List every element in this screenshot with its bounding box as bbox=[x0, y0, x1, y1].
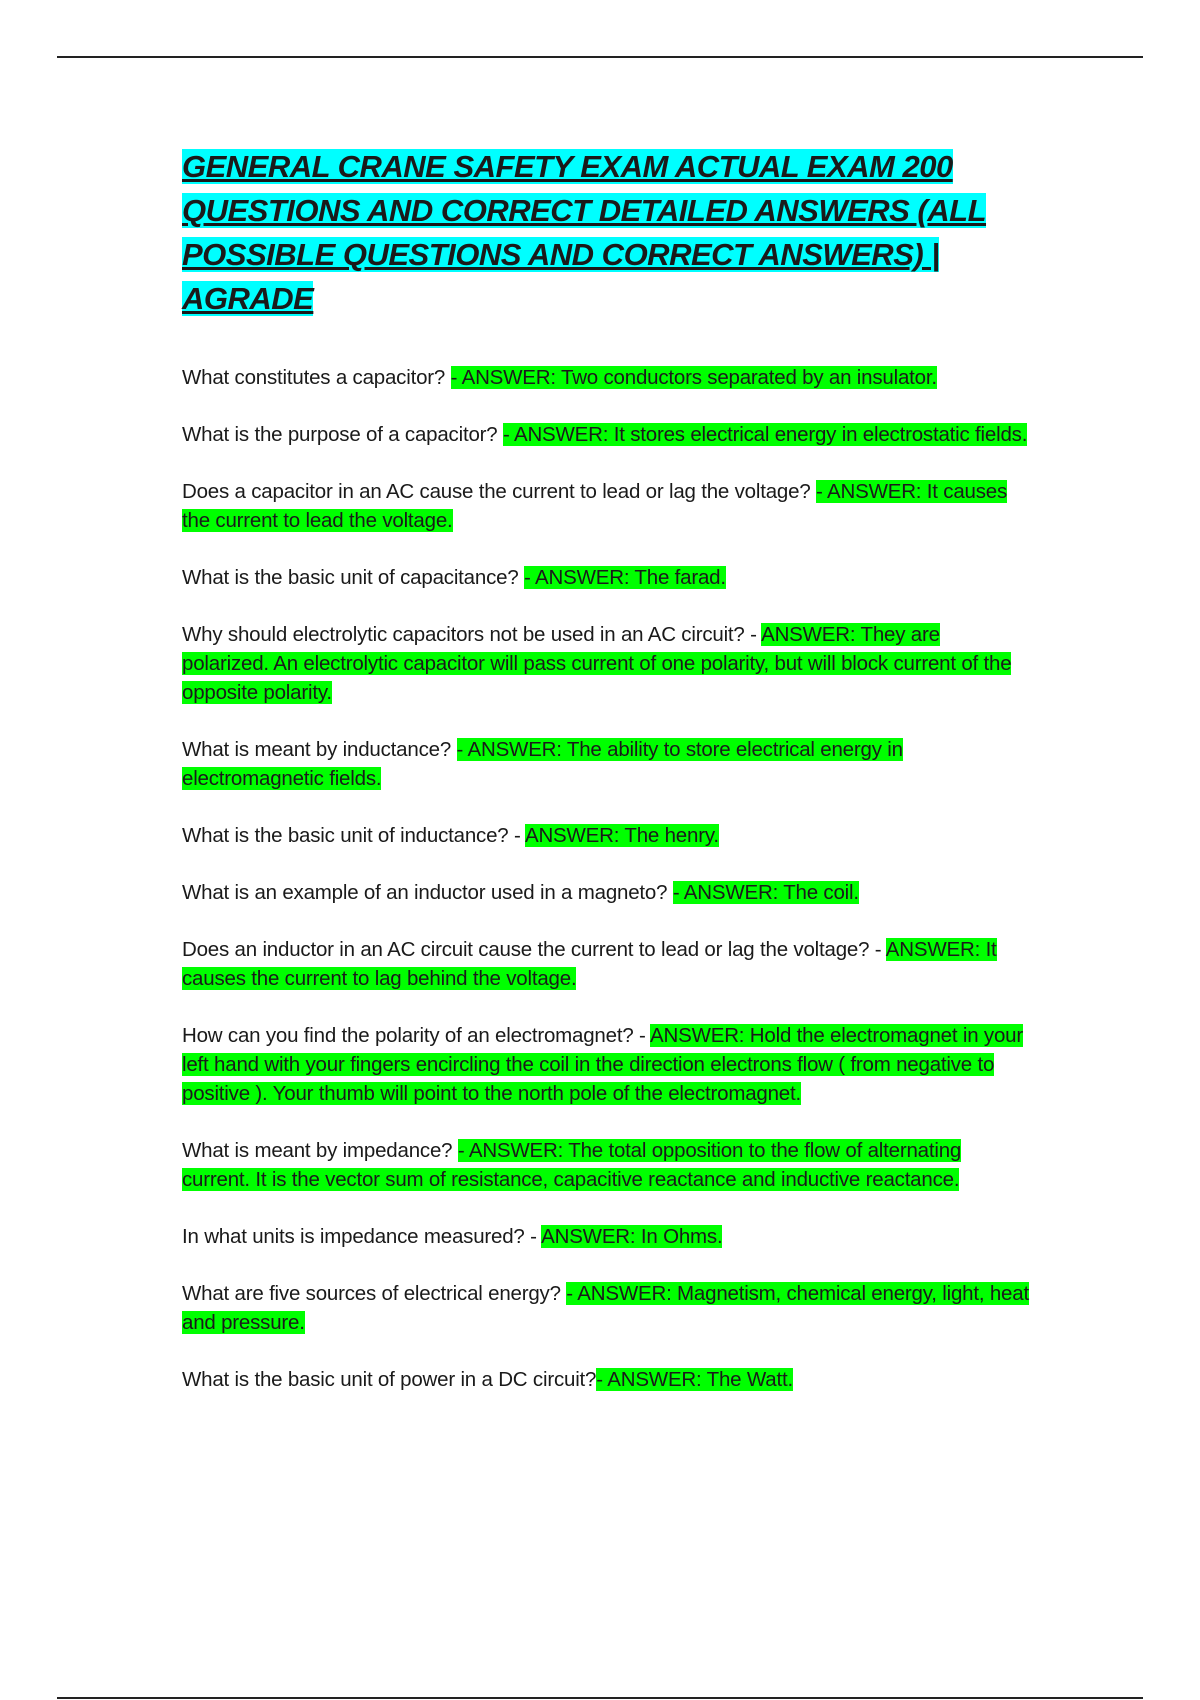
qa-item bbox=[182, 1136, 1032, 1194]
question-text: Does a capacitor in an AC cause the current to lead or lag the voltage? bbox=[182, 480, 817, 503]
question-text: What is an example of an inductor used in a magneto? bbox=[182, 881, 673, 904]
question-text: Why should electrolytic capacitors not be used in an AC circuit? - bbox=[182, 623, 762, 646]
question-text: In what units is impedance measured? - bbox=[182, 1225, 542, 1248]
answer-text: - ANSWER: It stores electrical energy in electrostatic fields. bbox=[502, 423, 1028, 446]
question-text: Does an inductor in an AC circuit cause the current to lead or lag the voltage? - bbox=[182, 938, 886, 961]
qa-item bbox=[182, 1279, 1032, 1337]
answer-text: ANSWER: They are polarized. An electrolytic capacitor will pass current of one polarity, but will block current of the opposite polarity. bbox=[182, 623, 1012, 704]
answer-text: - ANSWER: The coil. bbox=[672, 881, 859, 904]
qa-item bbox=[182, 735, 1032, 793]
qa-item bbox=[182, 821, 1032, 850]
top-rule bbox=[57, 56, 1143, 58]
bottom-rule bbox=[57, 1697, 1143, 1699]
document-title bbox=[182, 145, 1032, 321]
question-text: What is meant by impedance? bbox=[182, 1139, 458, 1162]
qa-item bbox=[182, 1222, 1032, 1251]
answer-text: - ANSWER: The ability to store electrical energy in electromagnetic fields. bbox=[182, 738, 903, 790]
qa-item bbox=[182, 1365, 1032, 1394]
answer-text: ANSWER: In Ohms. bbox=[541, 1225, 723, 1248]
answer-text: - ANSWER: It causes the current to lead the voltage. bbox=[182, 480, 1008, 532]
qa-item bbox=[182, 477, 1032, 535]
qa-item bbox=[182, 878, 1032, 907]
question-text: What is the basic unit of capacitance? bbox=[182, 566, 525, 589]
answer-text: - ANSWER: Two conductors separated by an insulator. bbox=[450, 366, 937, 389]
qa-item bbox=[182, 935, 1032, 993]
question-text: What is the purpose of a capacitor? bbox=[182, 423, 503, 446]
answer-text: ANSWER: Hold the electromagnet in your left hand with your fingers encircling the coil in the direction electrons flow ( from negative to positive ). Your thumb will point to the north pole of the electromagnet. bbox=[182, 1024, 1023, 1105]
answer-text: - ANSWER: The total opposition to the flow of alternating current. It is the vector sum of resistance, capacitive reactance and inductive reactance. bbox=[182, 1139, 962, 1191]
qa-item bbox=[182, 363, 1032, 392]
qa-item bbox=[182, 563, 1032, 592]
answer-text: ANSWER: It causes the current to lag behind the voltage. bbox=[182, 938, 997, 990]
answer-text: - ANSWER: Magnetism, chemical energy, light, heat and pressure. bbox=[182, 1282, 1029, 1334]
question-text: What is the basic unit of power in a DC circuit? bbox=[182, 1368, 597, 1391]
question-text: How can you find the polarity of an electromagnet? - bbox=[182, 1024, 651, 1047]
title-text: GENERAL CRANE SAFETY EXAM ACTUAL EXAM 200 QUESTIONS AND CORRECT DETAILED ANSWERS (ALL POSSIBLE QUESTIONS AND CORRECT ANSWERS) | AGRADE bbox=[182, 149, 987, 316]
question-text: What constitutes a capacitor? bbox=[182, 366, 451, 389]
qa-item bbox=[182, 1021, 1032, 1108]
qa-item bbox=[182, 620, 1032, 707]
answer-text: - ANSWER: The Watt. bbox=[596, 1368, 793, 1391]
answer-text: - ANSWER: The farad. bbox=[524, 566, 726, 589]
question-text: What is the basic unit of inductance? - bbox=[182, 824, 525, 847]
question-text: What is meant by inductance? bbox=[182, 738, 457, 761]
qa-item bbox=[182, 420, 1032, 449]
answer-text: ANSWER: The henry. bbox=[524, 824, 719, 847]
document-body bbox=[182, 145, 1032, 1422]
question-text: What are five sources of electrical energy? bbox=[182, 1282, 567, 1305]
